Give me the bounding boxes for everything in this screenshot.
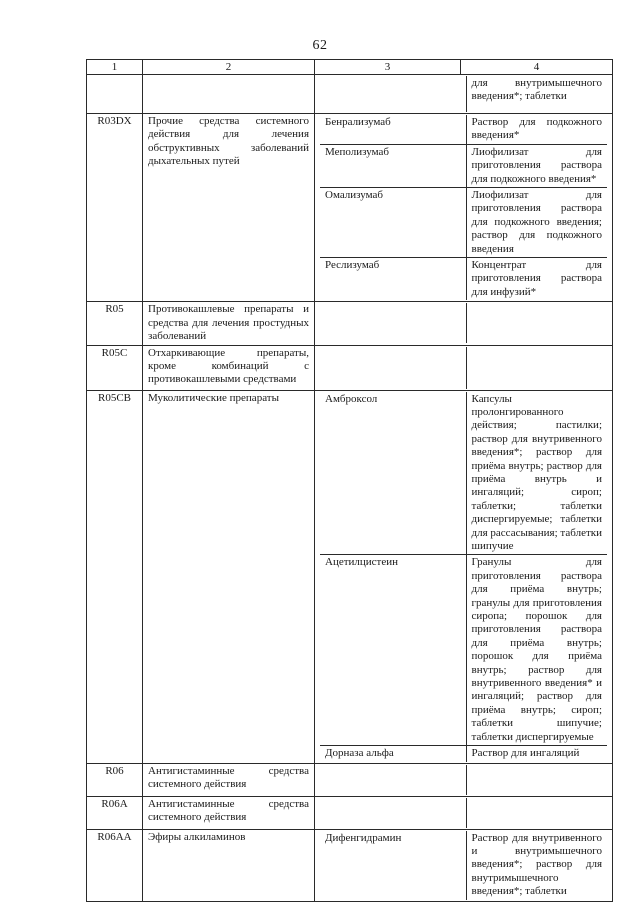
column-header: 2 (143, 60, 315, 75)
drug-row (320, 303, 607, 343)
group-name: Прочие средства системного действия для лечения обструктивных заболеваний дыхательных путей (143, 114, 315, 302)
drug-name (320, 798, 466, 828)
atc-code: R05 (87, 302, 143, 345)
header-row (87, 60, 613, 75)
group-name (143, 75, 315, 114)
drug-row (320, 765, 607, 795)
drug-name: Реслизумаб (320, 258, 466, 301)
atc-code: R06AA (87, 829, 143, 901)
group-name: Муколитические препараты (143, 390, 315, 763)
drug-list (320, 76, 607, 112)
table-row (87, 763, 613, 796)
drug-table (86, 59, 613, 902)
column-header: 1 (87, 60, 143, 75)
drug-name (320, 765, 466, 795)
drug-name: Омализумаб (320, 188, 466, 258)
group-name: Антигистаминные средства системного действия (143, 763, 315, 796)
table-row (87, 796, 613, 829)
drug-name: Дорназа альфа (320, 746, 466, 762)
table-row (87, 114, 613, 302)
atc-code: R06 (87, 763, 143, 796)
drug-row (320, 347, 607, 389)
table-row (87, 345, 613, 390)
dosage-form: Лиофилизат для приготовления раствора для подкожного введения; раствор для подкожного введения (466, 188, 607, 258)
drug-list-cell (315, 75, 613, 114)
group-name: Антигистаминные средства системного действия (143, 796, 315, 829)
drug-list-cell (315, 302, 613, 345)
drug-list (320, 115, 607, 300)
drug-list-cell (315, 114, 613, 302)
table-row (87, 75, 613, 114)
dosage-form: Концентрат для приготовления раствора для инфузий* (471, 259, 602, 298)
atc-code: R05C (87, 345, 143, 390)
table-row (87, 390, 613, 763)
group-name: Отхаркивающие препараты, кроме комбинаций с противокашлевыми средствами (143, 345, 315, 390)
drug-row (320, 144, 607, 187)
drug-row (320, 798, 607, 828)
drug-name: Амброксол (320, 392, 466, 555)
atc-code: R03DX (87, 114, 143, 302)
dosage-form: Лиофилизат для приготовления раствора для подкожного введения* (466, 144, 607, 187)
drug-name (320, 347, 466, 389)
drug-list-cell (315, 390, 613, 763)
drug-row (320, 115, 607, 144)
drug-name: Ацетилцистеин (320, 555, 466, 746)
drug-name (320, 76, 466, 112)
dosage-form (466, 347, 607, 389)
drug-list (320, 392, 607, 762)
drug-list (320, 798, 607, 828)
drug-row (320, 555, 607, 746)
drug-list-cell (315, 796, 613, 829)
dosage-form: для внутримышечного введения*; таблетки (471, 77, 602, 103)
drug-list-cell (315, 345, 613, 390)
dosage-form: Раствор для подкожного введения* (466, 115, 607, 144)
drug-list (320, 831, 607, 900)
drug-row (320, 746, 607, 762)
drug-row (320, 258, 607, 301)
drug-list (320, 303, 607, 343)
dosage-form: Капсулы пролонгированного действия; пастилки; раствор для внутривенного введения*; раствор для приёма внутрь; раствор для приёма внутрь и ингаляций; сироп; таблетки; таблетки диспергируемые; таблетки для рассасывания; таблетки шипучие (466, 392, 607, 555)
atc-code (87, 75, 143, 114)
dosage-form: Раствор для внутривенного и внутримышечного введения*; раствор для внутримышечного введения*; таблетки (471, 831, 602, 898)
table-row (87, 302, 613, 345)
drug-list (320, 765, 607, 795)
drug-row (320, 392, 607, 555)
drug-name: Меполизумаб (320, 144, 466, 187)
column-header: 3 (315, 60, 461, 75)
dosage-form (466, 798, 607, 828)
drug-list-cell (315, 763, 613, 796)
dosage-form: Гранулы для приготовления раствора для приёма внутрь; гранулы для приготовления сиропа; порошок для приготовления раствора для приёма внутрь; порошок для приёма внутрь; раствор для внутривенного введения* и ингаляций; раствор для приёма внутрь; сироп; таблетки шипучие; таблетки диспергируемые (466, 555, 607, 746)
dosage-form: Раствор для ингаляций (471, 747, 580, 760)
dosage-form (466, 303, 607, 343)
drug-list (320, 347, 607, 389)
drug-name: Дифенгидрамин (320, 831, 466, 900)
group-name: Противокашлевые препараты и средства для лечения простудных заболеваний (143, 302, 315, 345)
page-number: 62 (312, 38, 328, 53)
drug-name: Бенрализумаб (320, 115, 466, 144)
drug-row (320, 76, 607, 112)
column-header: 4 (461, 60, 613, 75)
drug-name (320, 303, 466, 343)
group-name: Эфиры алкиламинов (143, 829, 315, 901)
atc-code: R05CB (87, 390, 143, 763)
drug-row (320, 188, 607, 258)
table-row (87, 829, 613, 901)
drug-list-cell (315, 829, 613, 901)
drug-row (320, 831, 607, 900)
dosage-form (466, 765, 607, 795)
atc-code: R06A (87, 796, 143, 829)
